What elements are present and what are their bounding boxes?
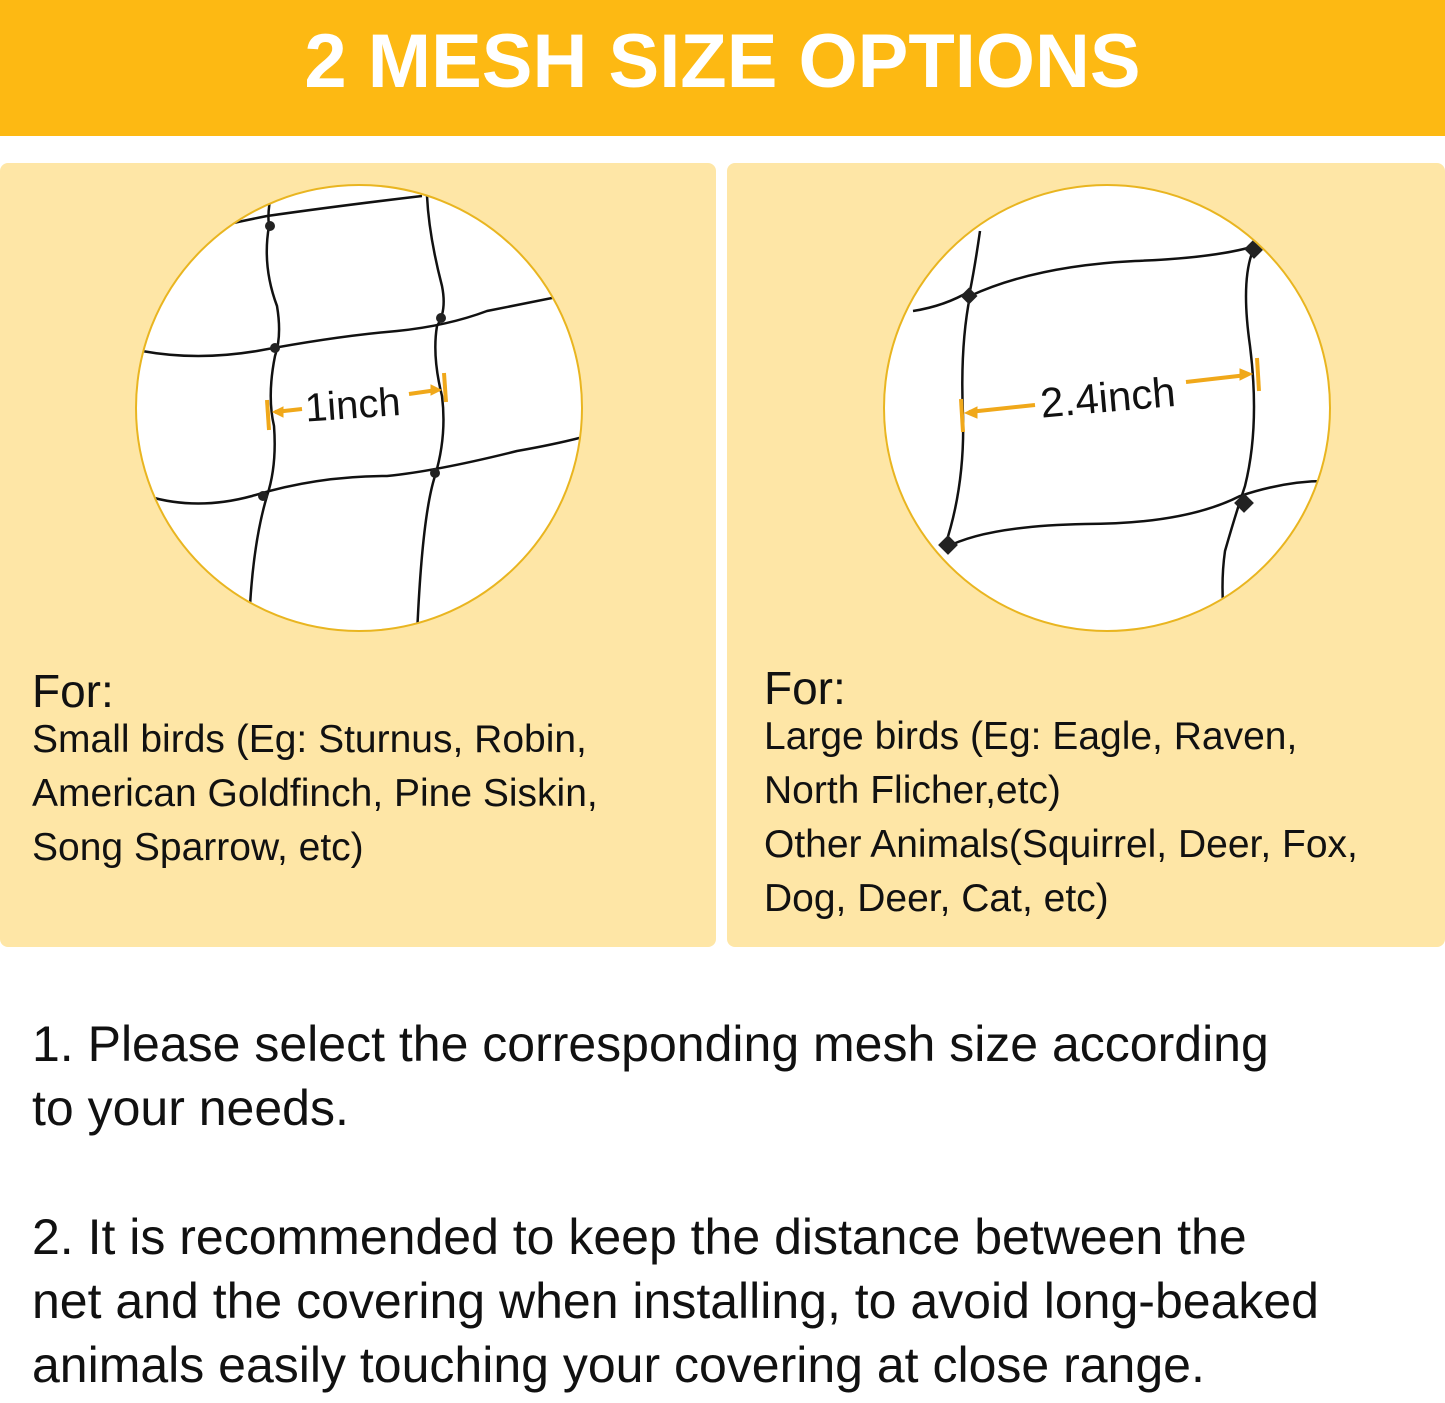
net-icon: [885, 186, 1329, 630]
mesh-option-large: [727, 163, 1445, 947]
note-line: animals easily touching your covering at close range.: [32, 1337, 1205, 1393]
note-2: [32, 1205, 1442, 1397]
animals-line: Other Animals(Squirrel, Deer, Fox,: [764, 823, 1358, 866]
usage-notes: [32, 1012, 1442, 1397]
mesh-2-4inch-illustration: [883, 184, 1331, 632]
note-1: [32, 1012, 1442, 1140]
animals-line: Song Sparrow, etc): [32, 826, 364, 869]
for-label: For:: [32, 665, 114, 717]
note-line: to your needs.: [32, 1080, 349, 1136]
for-label: For:: [764, 662, 846, 714]
note-line: 1. Please select the corresponding mesh size according: [32, 1016, 1269, 1072]
animals-line: Small birds (Eg: Sturnus, Robin,: [32, 718, 587, 761]
mesh-option-small: [0, 163, 716, 947]
suitable-animals-list: [32, 713, 598, 875]
svg-text:2.4inch: 2.4inch: [1038, 367, 1178, 427]
note-line: net and the covering when installing, to avoid long-beaked: [32, 1273, 1319, 1329]
svg-text:1inch: 1inch: [303, 380, 402, 431]
animals-line: North Flicher,etc): [764, 769, 1061, 812]
animals-line: American Goldfinch, Pine Siskin,: [32, 772, 598, 815]
page-title: 2 MESH SIZE OPTIONS: [304, 18, 1141, 104]
header-banner: [0, 0, 1445, 136]
animals-line: Dog, Deer, Cat, etc): [764, 877, 1109, 920]
note-line: 2. It is recommended to keep the distance between the: [32, 1209, 1247, 1265]
net-icon: [137, 186, 581, 630]
animals-line: Large birds (Eg: Eagle, Raven,: [764, 715, 1298, 758]
suitable-animals-list: [764, 710, 1358, 926]
mesh-1inch-illustration: [135, 184, 583, 632]
